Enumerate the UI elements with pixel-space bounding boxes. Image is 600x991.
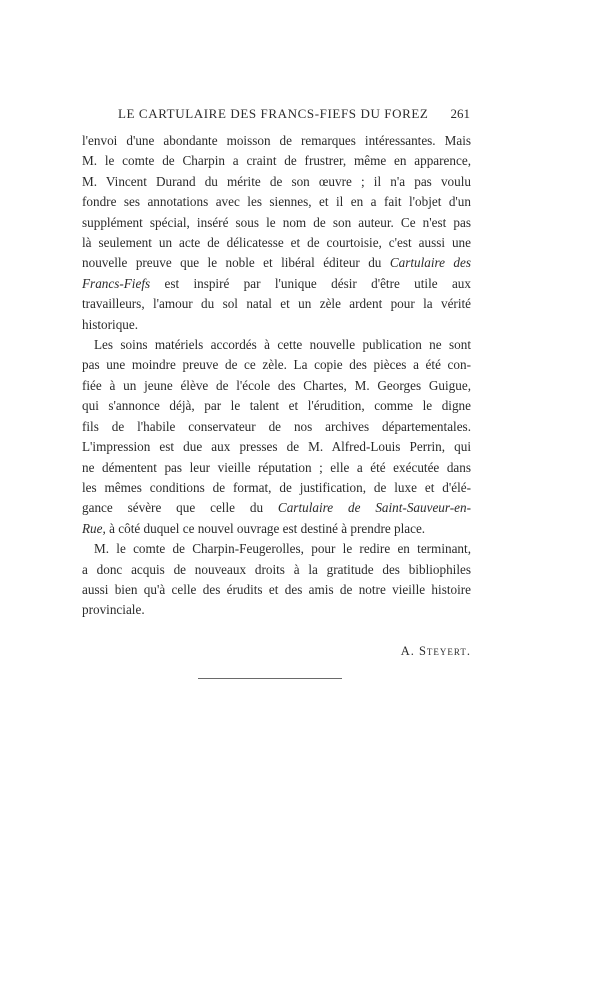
text-line xyxy=(82,151,471,171)
body-text xyxy=(82,131,471,661)
italic-title: Francs-Fiefs xyxy=(82,275,151,291)
text-run: L'impression est due aux presses de M. Alfred-Louis Perrin, qui xyxy=(82,439,471,455)
text-run: ne démentent pas leur vieille réputation ; elle a été exécutée dans xyxy=(82,459,471,475)
text-run: travailleurs, l'amour du sol natal et un zèle ardent pour la vérité xyxy=(82,296,471,312)
text-line xyxy=(82,253,471,273)
text-line xyxy=(82,233,471,253)
text-run: pas une moindre preuve de ce zèle. La copie des pièces a été con- xyxy=(82,357,471,373)
text-run: les mêmes conditions de format, de justification, de luxe et d'élé- xyxy=(82,479,471,495)
signature-surname: teyert. xyxy=(426,643,471,658)
text-line xyxy=(82,192,471,212)
text-line xyxy=(82,335,471,355)
text-run: a donc acquis de nouveaux droits à la gratitude des bibliophiles xyxy=(82,561,471,577)
text-run: fils de l'habile conservateur de nos archives départementales. xyxy=(82,418,471,434)
text-line xyxy=(82,274,471,294)
running-title: LE CARTULAIRE DES FRANCS-FIEFS DU FOREZ xyxy=(118,106,429,121)
paragraph xyxy=(82,335,471,539)
text-run: à côté duquel ce nouvel ouvrage est destiné à prendre place. xyxy=(105,520,426,536)
text-line xyxy=(82,458,471,478)
text-run: Les soins matériels accordés à cette nouvelle publication ne sont xyxy=(94,337,471,353)
italic-title: Cartulaire des xyxy=(389,255,471,271)
page-number: 261 xyxy=(450,106,470,121)
text-line xyxy=(82,355,471,375)
text-run: l'envoi d'une abondante moisson de remarques intéressantes. Mais xyxy=(82,133,471,148)
text-run: nouvelle preuve que le noble et libéral éditeur du xyxy=(82,255,390,271)
text-run: aussi bien qu'à celle des érudits et des amis de notre vieille histoire xyxy=(82,581,471,597)
text-run: provinciale. xyxy=(82,602,145,618)
text-line xyxy=(82,478,471,498)
text-line xyxy=(82,498,471,518)
text-line xyxy=(82,213,471,233)
text-run: M. le comte de Charpin-Feugerolles, pour le redire en terminant, xyxy=(94,541,471,557)
text-line xyxy=(82,396,471,416)
text-line xyxy=(82,376,471,396)
text-line xyxy=(82,560,471,580)
text-line xyxy=(82,600,471,620)
paragraph xyxy=(82,131,471,335)
italic-title: Cartulaire de Saint-Sauveur-en- xyxy=(277,500,471,516)
text-run: M. Vincent Durand du mérite de son œuvre ; il n'a pas voulu xyxy=(82,173,471,189)
text-line xyxy=(82,580,471,600)
text-line xyxy=(82,294,471,314)
text-run: fondre ses annotations avec les siennes, et il en a fait l'objet d'un xyxy=(82,194,471,210)
text-run: est inspiré par l'unique désir d'être utile aux xyxy=(150,275,471,291)
text-run: qui s'annonce déjà, par le talent et l'érudition, comme le digne xyxy=(82,398,471,414)
text-line xyxy=(82,417,471,437)
paragraph xyxy=(82,539,471,621)
text-run: gance sévère que celle du xyxy=(82,500,278,516)
text-run: supplément spécial, inséré sous le nom de son auteur. Ce n'est pas xyxy=(82,214,471,230)
running-head xyxy=(118,106,470,122)
text-run: là seulement un acte de délicatesse et de courtoisie, c'est aussi une xyxy=(82,235,471,251)
text-line xyxy=(82,539,471,559)
text-run: M. le comte de Charpin a craint de frustrer, même en apparence, xyxy=(82,153,471,169)
signature-initial: A. S xyxy=(400,643,427,658)
closing-rule xyxy=(198,678,342,679)
text-run: fiée à un jeune élève de l'école des Chartes, M. Georges Guigue, xyxy=(82,377,471,393)
author-signature xyxy=(82,641,471,661)
text-line xyxy=(82,437,471,457)
text-line xyxy=(82,131,471,151)
italic-title: Rue, xyxy=(82,520,106,536)
text-line xyxy=(82,172,471,192)
text-run: historique. xyxy=(82,316,139,332)
text-line xyxy=(82,519,471,539)
text-line xyxy=(82,315,471,335)
